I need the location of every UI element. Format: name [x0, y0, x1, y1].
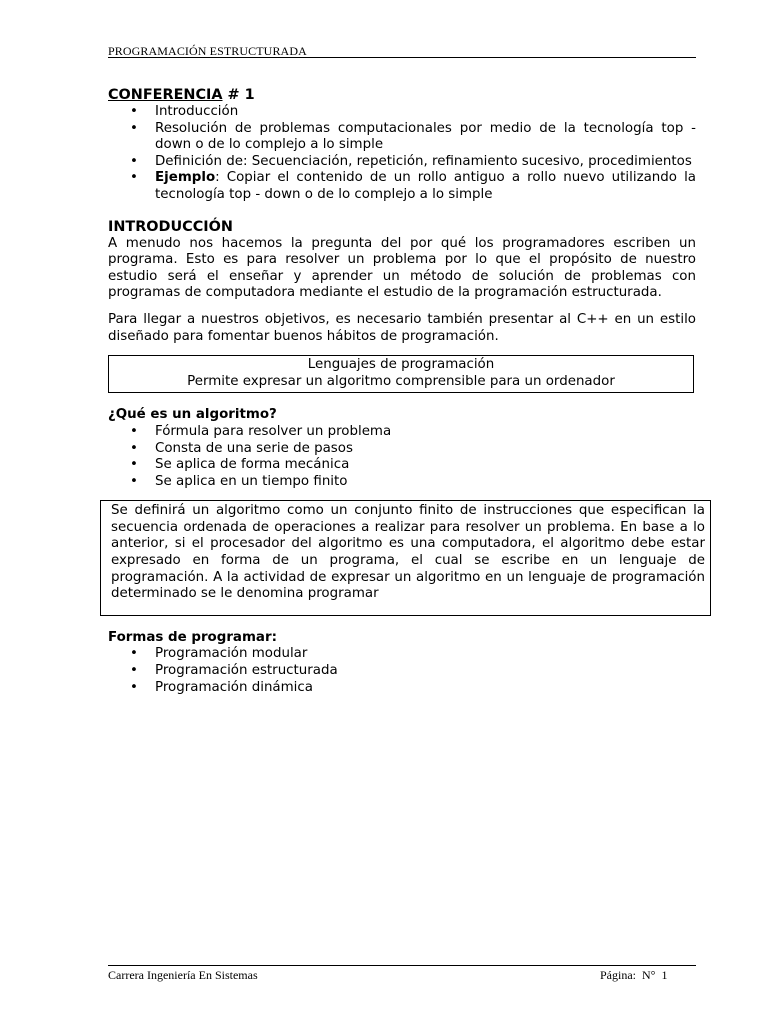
page-content [108, 86, 705, 696]
topic-text: Definición de: Secuenciación, repetición, refinamiento sucesivo, procedimientos [155, 153, 692, 169]
introduction-title: INTRODUCCIÓN [108, 218, 233, 235]
introduction-paragraph: A menudo nos hacemos la pregunta del por qué los programadores escriben un programa. Esto es para resolver un problema por lo que el propósito de nuestro estudio será el enseñar y aprender un método de solución de problemas con programas de computadora mediante el estudio de la programación estructurada. [108, 235, 696, 301]
topic-text: Introducción [155, 104, 239, 119]
languages-box [108, 355, 694, 393]
header-rule [108, 57, 696, 58]
conference-topic [108, 104, 696, 121]
conference-title-number: # 1 [222, 87, 255, 103]
conference-title [108, 86, 696, 104]
languages-box-text: Permite expresar un algoritmo comprensible para un ordenador [187, 373, 615, 389]
conference-topic [108, 121, 696, 154]
topic-label: Ejemplo [155, 170, 216, 186]
conference-topics [108, 104, 696, 204]
list-item: • Programación estructurada [108, 663, 696, 680]
footer-program: Carrera Ingeniería En Sistemas [108, 968, 258, 982]
list-item: • Programación modular [108, 646, 696, 663]
list-item: • Consta de una serie de pasos [108, 441, 696, 458]
algorithm-definition-box: Se definirá un algoritmo como un conjunto finito de instrucciones que especifican la secuencia ordenada de operaciones a realizar para resolver un problema. En base a lo anterior, si el procesador del algoritmo es una computadora, el algoritmo debe estar expresado en forma de un programa, el cual se escribe en un lenguaje de programación. A la actividad de expresar un algoritmo en un lenguaje de programación determinado se le denomina programar [100, 500, 711, 616]
footer-page-number: Página: N° 1 [600, 968, 668, 982]
list-item: • Se aplica de forma mecánica [108, 457, 696, 474]
footer-rule [108, 965, 696, 966]
algorithm-traits [108, 424, 696, 490]
introduction-paragraph: Para llegar a nuestros objetivos, es necesario también presentar al C++ en un estilo diseñado para fomentar buenos hábitos de programación. [108, 311, 696, 344]
forms-title: Formas de programar: [108, 629, 277, 645]
conference-title-word: CONFERENCIA [108, 87, 223, 103]
forms-list [108, 646, 696, 696]
running-header: PROGRAMACIÓN ESTRUCTURADA [108, 44, 307, 58]
algorithm-question: ¿Qué es un algoritmo? [108, 407, 277, 423]
conference-topic [108, 170, 696, 203]
list-item: • Fórmula para resolver un problema [108, 424, 696, 441]
list-item: • Se aplica en un tiempo finito [108, 474, 696, 491]
conference-topic [108, 154, 696, 171]
languages-box-title: Lenguajes de programación [307, 357, 495, 373]
topic-text: Resolución de problemas computacionales por medio de la tecnología top - down o de lo complejo a lo simple [155, 120, 696, 153]
list-item: • Programación dinámica [108, 680, 696, 697]
topic-text: : Copiar el contenido de un rollo antiguo a rollo nuevo utilizando la tecnología top - down o de lo complejo a lo simple [155, 170, 696, 202]
